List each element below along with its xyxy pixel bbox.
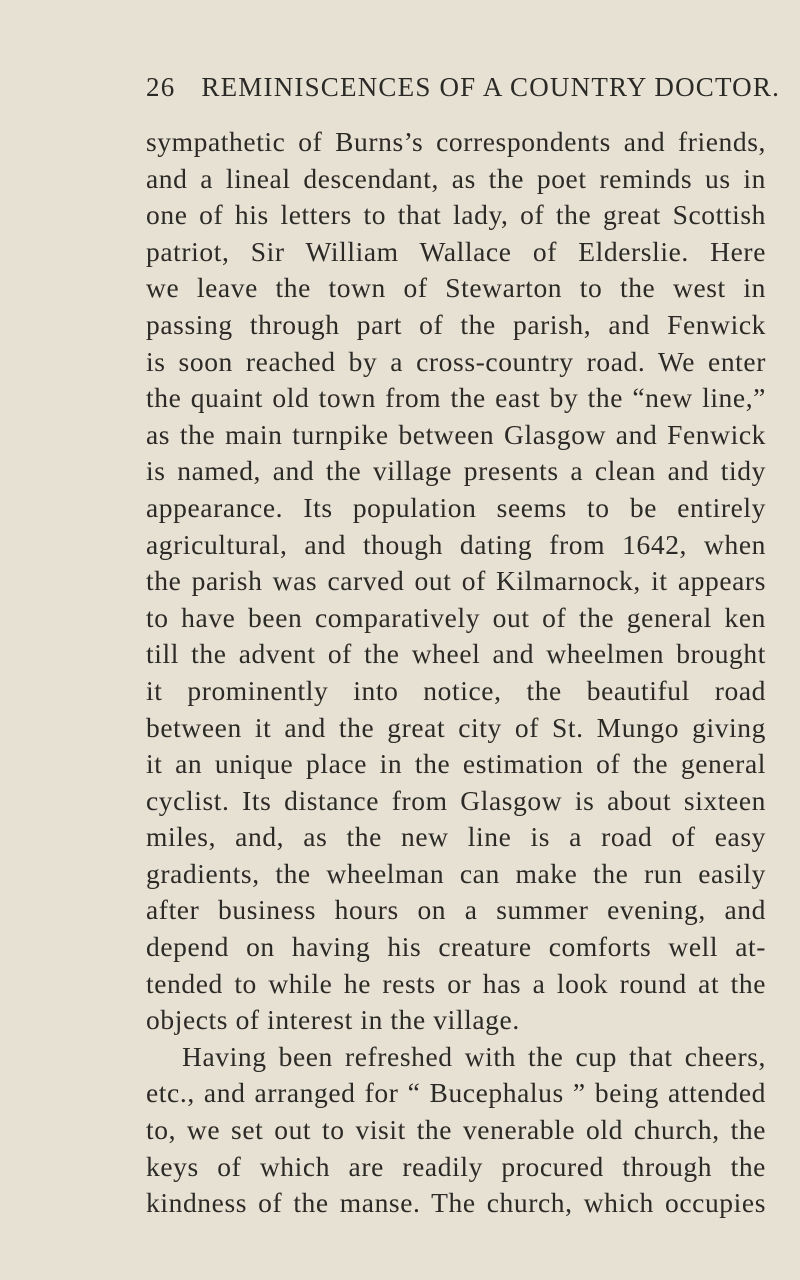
text-line: to, we set out to visit the venerable old church, the	[146, 1114, 766, 1146]
running-head: REMINISCENCES OF A COUNTRY DOCTOR.	[201, 72, 781, 102]
body-text	[146, 124, 766, 1222]
text-line: gradients, the wheelman can make the run easily	[146, 857, 766, 889]
text-line: sympathetic of Burns’s correspondents and friends,	[146, 126, 766, 157]
text-line: it an unique place in the estimation of the general	[146, 748, 766, 780]
text-line: the quaint old town from the east by the “new line,”	[146, 382, 766, 414]
text-line: etc., and arranged for “ Bucephalus ” being attended	[146, 1077, 766, 1109]
text-line: passing through part of the parish, and Fenwick	[146, 308, 766, 340]
text-line: appearance. Its population seems to be entirely	[146, 491, 766, 523]
text-line: till the advent of the wheel and wheelmen brought	[146, 638, 766, 670]
text-line: miles, and, as the new line is a road of easy	[146, 821, 766, 853]
text-line: is soon reached by a cross-country road. We enter	[146, 345, 766, 377]
text-line: objects of interest in the village.	[146, 1004, 520, 1036]
text-line: we leave the town of Stewarton to the west in	[146, 272, 766, 304]
text-line: one of his letters to that lady, of the great Scottish	[146, 199, 766, 231]
text-line: kindness of the manse. The church, which occupies	[146, 1187, 766, 1219]
text-line: patriot, Sir William Wallace of Elderslie. Here	[146, 235, 766, 267]
text-line: agricultural, and though dating from 1642, when	[146, 528, 766, 560]
text-line: it prominently into notice, the beautiful road	[146, 674, 766, 706]
text-line: keys of which are readily procured through the	[146, 1150, 766, 1182]
text-line: cyclist. Its distance from Glasgow is about sixteen	[146, 784, 766, 816]
text-line: as the main turnpike between Glasgow and Fenwick	[146, 418, 766, 450]
text-line: and a lineal descendant, as the poet reminds us in	[146, 162, 766, 194]
page-header	[146, 72, 781, 112]
text-line: after business hours on a summer evening, and	[146, 894, 766, 926]
text-line: Having been refreshed with the cup that cheers,	[182, 1040, 766, 1072]
text-line: tended to while he rests or has a look round at the	[146, 967, 766, 999]
text-line: between it and the great city of St. Mungo giving	[146, 711, 766, 743]
page-number: 26	[146, 72, 176, 102]
text-line: the parish was carved out of Kilmarnock, it appears	[146, 565, 766, 597]
text-line: is named, and the village presents a clean and tidy	[146, 455, 766, 487]
text-line: to have been comparatively out of the general ken	[146, 601, 766, 633]
text-line: depend on having his creature comforts well at-	[146, 931, 766, 963]
